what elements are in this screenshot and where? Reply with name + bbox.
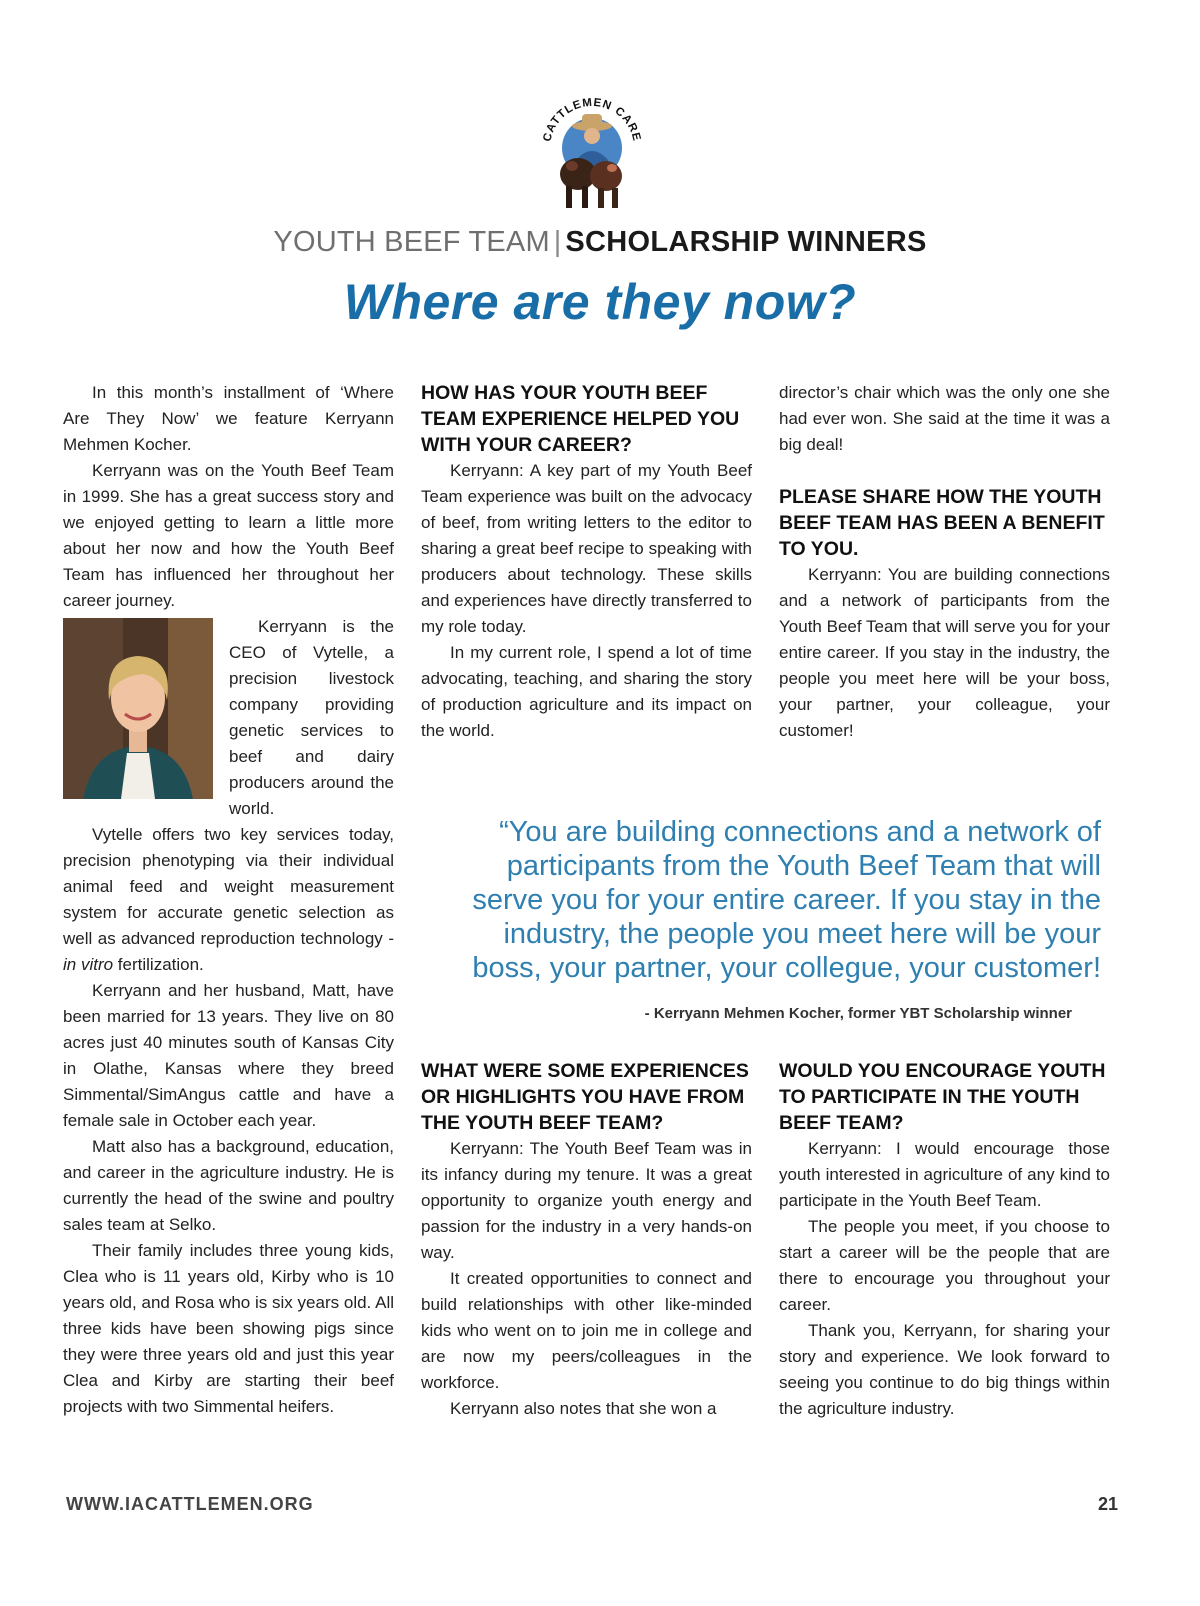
person-portrait-image [63,618,213,799]
paragraph: Kerryann: I would encourage those youth interested in agriculture of any kind to participate in the Youth Beef Team. [779,1139,1110,1210]
italic-text: in vitro [63,955,114,974]
paragraph: Kerryann: The Youth Beef Team was in its infancy during my tenure. It was a great opportunity to organize youth energy and passion for the industry in a very hands-on way. [421,1139,752,1262]
paragraph: Kerryann is the CEO of Vytelle, a precision livestock company providing genetic services to beef and dairy producers around the world. [229,617,394,818]
paragraph: Kerryann: You are building connections and a network of participants from the Youth Beef Team that will serve you for your entire career. If you stay in the industry, the people you meet here will be your boss, your partner, your colleague, your customer! [779,565,1110,740]
cattlemen-care-logo [536,86,648,214]
paragraph: Their family includes three young kids, Clea who is 11 years old, Kirby who is 10 years old, and Rosa who is six years old. All three kids have been showing pigs since they were three years old and just this year Clea and Kirby are starting their beef projects with two Simmental heifers. [63,1241,394,1416]
page-title: Where are they now? [343,274,857,330]
section-heading: WOULD YOU ENCOURAGE YOUTH TO PARTICIPATE IN THE YOUTH BEEF TEAM? [779,1060,1106,1134]
cattlemen-care-icon [536,86,648,214]
text-run: Vytelle offers two key services today, precision phenotyping via their individual animal feed and weight measurement system for accurate genetic selection as well as advanced reproduction technology - [63,825,394,948]
paragraph: Kerryann also notes that she won a [450,1399,717,1418]
paragraph: It created opportunities to connect and build relationships with other like-minded kids who went on to join me in college and are now my peers/colleagues in the workforce. [421,1269,752,1392]
article-column-3-top [779,380,1110,744]
website-url: WWW.IACATTLEMEN.ORG [66,1494,314,1514]
paragraph: Kerryann was on the Youth Beef Team in 1999. She has a great success story and we enjoyed getting to learn a little more about her now and how the Youth Beef Team has influenced her throughout her career journey. [63,461,394,610]
section-heading: WHAT WERE SOME EXPERIENCES OR HIGHLIGHTS YOU HAVE FROM THE YOUTH BEEF TEAM? [421,1060,749,1134]
paragraph: director’s chair which was the only one she had ever won. She said at the time it was a big deal! [779,383,1110,454]
page-number: 21 [1097,1494,1118,1514]
article-column-2-top [421,380,752,744]
quote-attribution: - Kerryann Mehmen Kocher, former YBT Scholarship winner [644,1005,1072,1022]
spacer [779,458,1110,484]
portrait-photo [63,618,213,799]
text-run: fertilization. [113,955,204,974]
paragraph: Thank you, Kerryann, for sharing your story and experience. We look forward to seeing you continue to do big things within the agriculture industry. [779,1321,1110,1418]
paragraph: In this month’s installment of ‘Where Are They Now’ we feature Kerryann Mehmen Kocher. [63,383,394,454]
paragraph [63,822,394,978]
article-column-1 [63,380,394,1420]
article-column-3-bottom [779,1058,1110,1422]
article-column-2-bottom [421,1058,752,1422]
section-heading: PLEASE SHARE HOW THE YOUTH BEEF TEAM HAS BEEN A BENEFIT TO YOU. [779,486,1105,560]
section-heading: HOW HAS YOUR YOUTH BEEF TEAM EXPERIENCE HELPED YOU WITH YOUR CAREER? [421,382,740,456]
kicker-separator: | [553,226,562,258]
pull-quote: “You are building connections and a network of participants from the Youth Beef Team that will serve you for your entire career. If you stay in the industry, the people you meet here will be your boss, your partner, your collegue, your customer! [472,816,1101,984]
paragraph: In my current role, I spend a lot of time advocating, teaching, and sharing the story of production agriculture and its impact on the world. [421,643,752,740]
paragraph: Kerryann and her husband, Matt, have been married for 13 years. They live on 80 acres just 40 minutes south of Kansas City in Olathe, Kansas where they breed Simmental/SimAngus cattle and have a female sale in October each year. [63,981,394,1130]
logo-arc-text: CATTLEMEN CARE [541,96,643,143]
paragraph: Kerryann: A key part of my Youth Beef Team experience was built on the advocacy of beef, from writing letters to the editor to sharing a great beef recipe to speaking with producers about technology. These skills and experiences have directly transferred to my role today. [421,461,752,636]
paragraph: Matt also has a background, education, and career in the agriculture industry. He is currently the head of the swine and poultry sales team at Selko. [63,1137,394,1234]
paragraph: The people you meet, if you choose to start a career will be the people that are there to encourage you throughout your career. [779,1217,1110,1314]
section-kicker [0,224,1200,260]
kicker-light: YOUTH BEEF TEAM [273,226,550,258]
kicker-bold: SCHOLARSHIP WINNERS [565,226,927,258]
